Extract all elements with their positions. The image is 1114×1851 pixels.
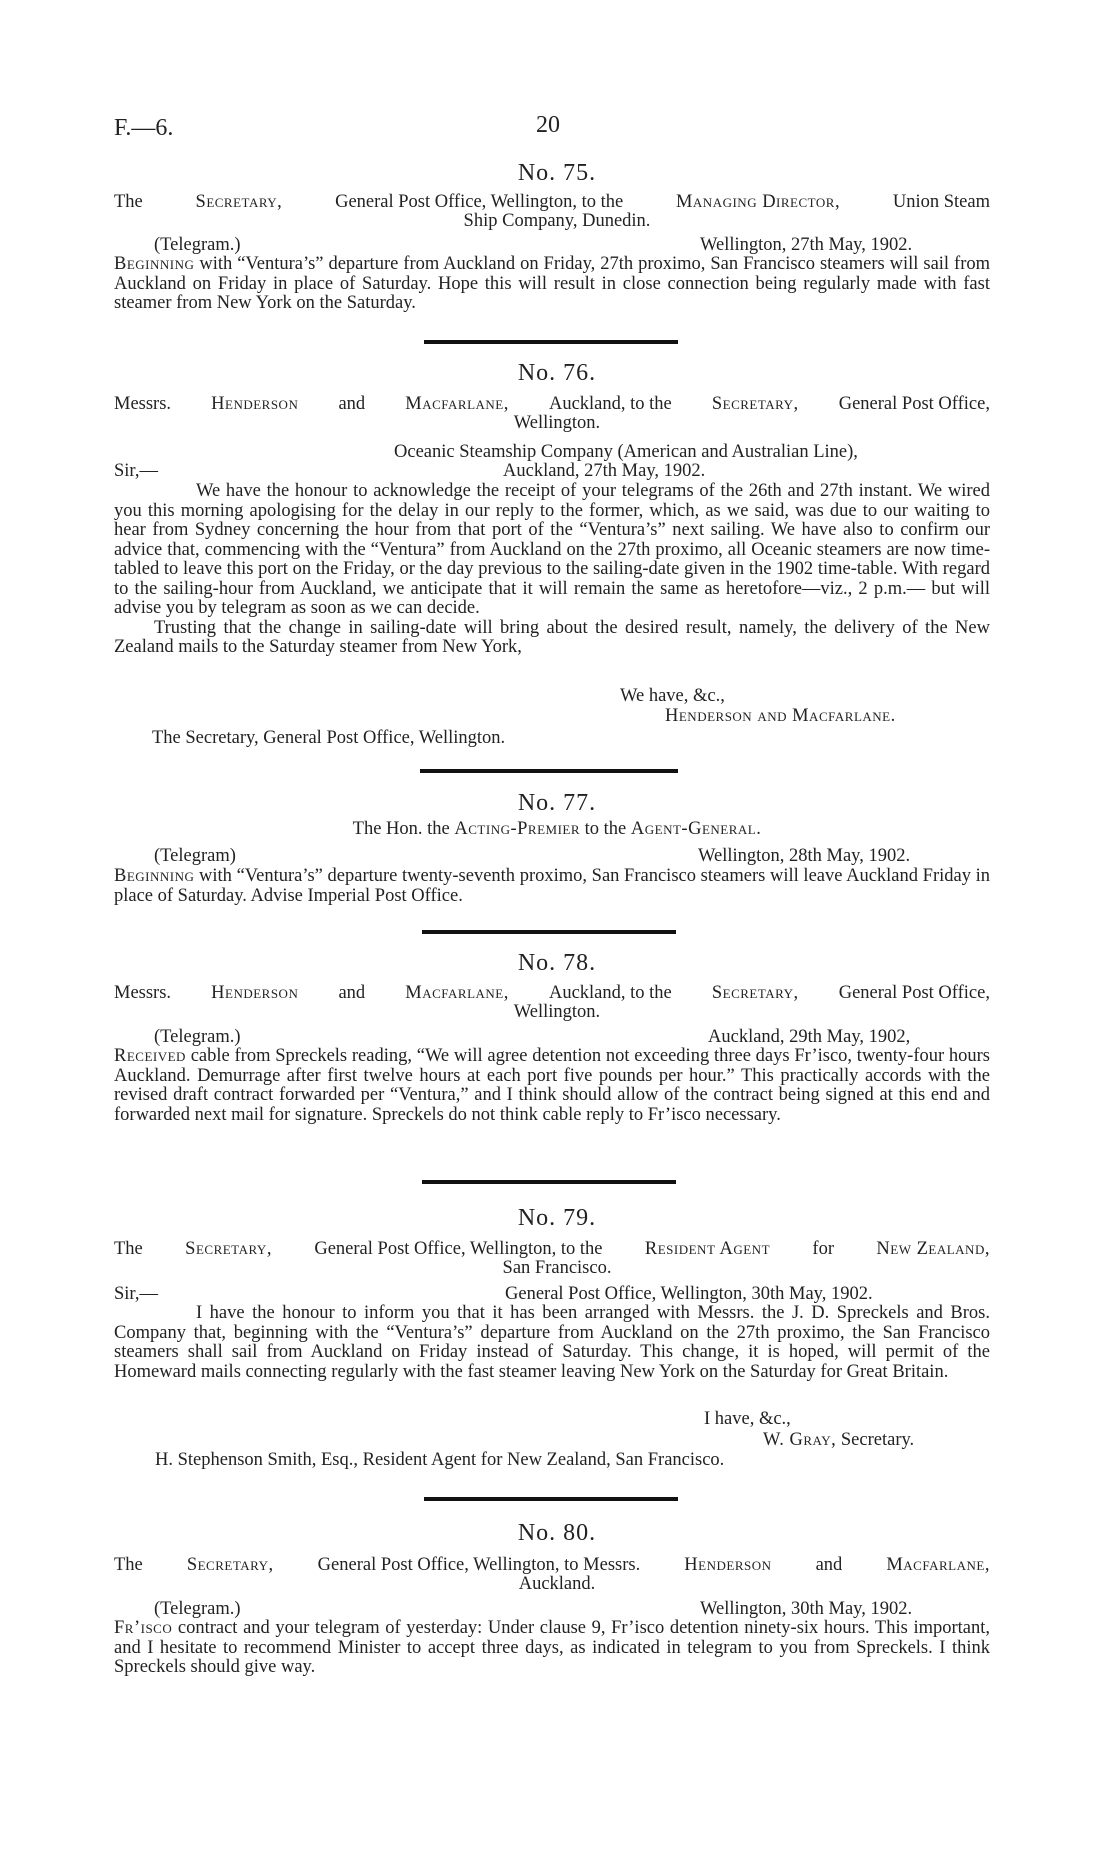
telegram-date: Wellington, 30th May, 1902. <box>700 1599 913 1619</box>
entry-body: Beginning with “Ventura’s” departure from Auckland on Friday, 27th proximo, San Francisco steamers will sail from Auckland on Friday in place of Saturday. Hope this will result in close connection being regularly made with fast steamer from New York on the Saturday. <box>114 254 990 313</box>
telegram-label: (Telegram.) <box>154 235 241 255</box>
entry-heading: Messrs. Henderson and Macfarlane, Auckland, to the Secretary, General Post Office, <box>114 983 990 1003</box>
entry-number: No. 78. <box>517 950 597 976</box>
letterhead-line: Oceanic Steamship Company (American and Australian Line), <box>394 442 858 462</box>
page-number: 20 <box>536 112 560 138</box>
closing: We have, &c., <box>620 686 725 706</box>
signature: W. Gray, Secretary. <box>763 1430 915 1450</box>
entry-heading-line2: Wellington. <box>513 413 601 433</box>
section-divider <box>424 340 678 344</box>
section-divider <box>424 1497 678 1501</box>
signature: Henderson and Macfarlane. <box>665 706 896 726</box>
entry-heading-line2: San Francisco. <box>502 1258 612 1278</box>
entry-number: No. 79. <box>517 1205 597 1231</box>
telegram-date: Wellington, 27th May, 1902. <box>700 235 913 255</box>
entry-heading: The Secretary, General Post Office, Wellington, to Messrs. Henderson and Macfarlane, <box>114 1555 990 1575</box>
entry-number: No. 80. <box>517 1520 597 1546</box>
salutation: Sir,— <box>114 1284 158 1304</box>
entry-heading-line2: Ship Company, Dunedin. <box>463 211 651 231</box>
salutation: Sir,— <box>114 461 158 481</box>
entry-body: I have the honour to inform you that it has been arranged with Messrs. the J. D. Spreckels and Bros. Company that, beginning with the “Ventura’s” departure from Auckland on the 27th proximo, the San Francisco steamers shall sail from Auckland on Friday instead of Saturday. This change, it is hoped, will permit of the Homeward mails connecting regularly with the fast steamer leaving New York on the Saturday for Great Britain. <box>114 1303 990 1382</box>
telegram-date: Auckland, 29th May, 1902, <box>708 1027 911 1047</box>
entry-body: Beginning with “Ventura’s” departure twenty-seventh proximo, San Francisco steamers will leave Auckland Friday in place of Saturday. Advise Imperial Post Office. <box>114 866 990 906</box>
entry-body: Received cable from Spreckels reading, “We will agree detention not exceeding three days Fr’isco, twenty-four hours Auckland. Demurrage after first twelve hours at each port five pounds per hour.” This practically accords with the revised draft contract forwarded per “Ventura,” and I think should allow of the contract being signed at this end and forwarded next mail for signature. Spreckels do not think cable reply to Fr’isco necessary. <box>114 1046 991 1125</box>
entry-number: No. 77. <box>517 790 597 816</box>
entry-body: We have the honour to acknowledge the receipt of your telegrams of the 26th and 27th instant. We wired you this morning apologising for the delay in our reply to the former, which, as we said, was due to our waiting to hear from Sydney concerning the hour from that port of the “Ventura’s” next sailing. We have also to confirm our advice that, commencing with the “Ventura” from Auckland on the 27th proximo, all Oceanic steamers are now time-tabled to leave this port on the Friday, or the day previous to the sailing-date given in the 1902 time-table. With regard to the sailing-hour from Auckland, we anticipate that it will remain the same as heretofore—viz., 2 p.m.— but will advise you by telegram as soon as we can decide. Trusting that the change in sailing-date will bring about the desired result, namely, the delivery of the New Zealand mails to the Saturday steamer from New York, <box>114 481 990 657</box>
addressee: The Secretary, General Post Office, Wellington. <box>152 728 506 748</box>
entry-number: No. 76. <box>517 360 597 386</box>
letter-date: General Post Office, Wellington, 30th May, 1902. <box>505 1284 873 1304</box>
telegram-label: (Telegram.) <box>154 1027 241 1047</box>
letter-date: Auckland, 27th May, 1902. <box>503 461 706 481</box>
entry-heading: The Secretary, General Post Office, Wellington, to the Managing Director, Union Steam <box>114 192 990 212</box>
telegram-label: (Telegram.) <box>154 1599 241 1619</box>
document-code: F.—6. <box>114 115 174 141</box>
entry-body: Fr’isco contract and your telegram of yesterday: Under clause 9, Fr’isco detention ninety-six hours. This important, and I hesitate to recommend Minister to accept three days, as indicated in telegram to you from Spreckels. I think Spreckels should give way. <box>114 1618 991 1677</box>
entry-heading: The Secretary, General Post Office, Wellington, to the Resident Agent for New Zealand, <box>114 1239 990 1259</box>
section-divider <box>422 1180 676 1184</box>
section-divider <box>420 769 678 773</box>
entry-heading-line2: Auckland. <box>518 1574 596 1594</box>
telegram-label: (Telegram) <box>154 846 236 866</box>
entry-heading: Messrs. Henderson and Macfarlane, Auckland, to the Secretary, General Post Office, <box>114 394 990 414</box>
section-divider <box>422 930 676 934</box>
entry-number: No. 75. <box>517 160 597 186</box>
addressee: H. Stephenson Smith, Esq., Resident Agent for New Zealand, San Francisco. <box>155 1450 725 1470</box>
entry-heading-line2: Wellington. <box>513 1002 601 1022</box>
closing: I have, &c., <box>704 1409 791 1429</box>
telegram-date: Wellington, 28th May, 1902. <box>698 846 911 866</box>
entry-heading: The Hon. the Acting-Premier to the Agent-General. <box>352 819 762 839</box>
